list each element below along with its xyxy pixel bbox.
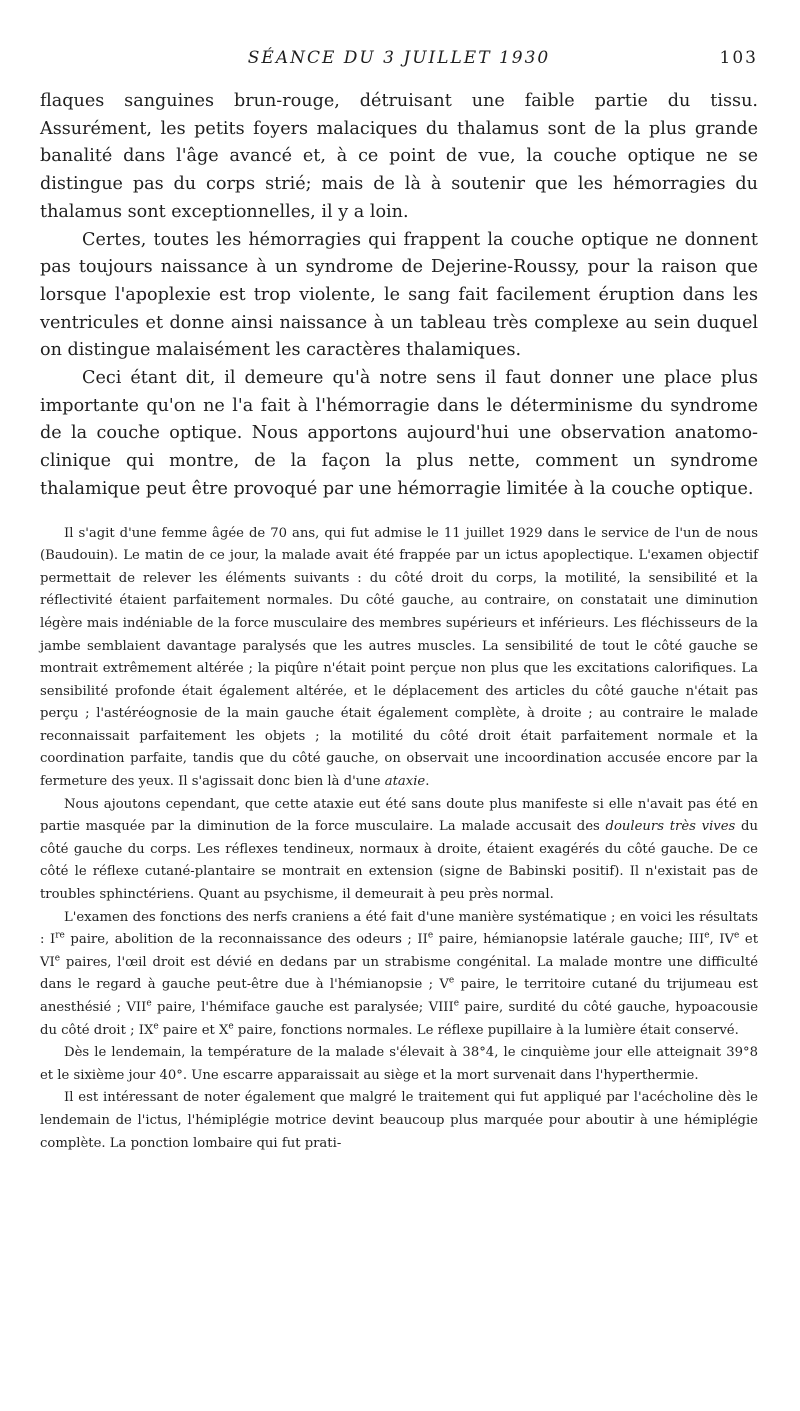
case-paragraph-admission: Il s'agit d'une femme âgée de 70 ans, qui fut admise le 11 juillet 1929 dans le service de l'un de nous (Baudouin). Le matin de ce jour, la malade avait été frappée par un ictus apoplectique. L'examen objectif permettait de relever les éléments suivants : du côté droit du corps, la motilité, la sensibilité et la réflectivité étaient parfaitement normales. Du côté gauche, au contraire, on constatait une diminution légère mais indéniable de la force musculaire des membres supérieurs et inférieurs. Les fléchisseurs de la jambe semblaient davantage paralysés que les autres muscles. La sensibilité de tout le côté gauche se montrait extrêmement altérée ; la piqûre n'était point perçue non plus que les excitations calorifiques. La sensibilité profonde était également altérée, et le déplacement des articles du côté gauche n'était pas perçu ; l'astéréognosie de la main gauche était également complète, à droite ; au contraire le malade reconnaissait parfaitement les objets ; la motilité du côté droit était parfaitement normale et la coordination parfaite, tandis que du côté gauche, on observait une incoordination accusée encore par la fermeture des yeux. Il s'agissait donc bien là d'une ataxie. — [40, 525, 758, 790]
main-text — [40, 88, 758, 504]
page — [40, 40, 758, 1155]
case-paragraph-treatment: Il est intéressant de noter également que malgré le traitement qui fut appliqué par l'acécholine dès le lendemain de l'ictus, l'hémiplégie motrice devint beaucoup plus marquée pour aboutir à une hémiplégie complète. La ponction lombaire qui fut prati- — [40, 1090, 758, 1151]
running-header — [40, 40, 758, 68]
emphasis-ataxie: ataxie — [384, 774, 426, 790]
paragraph-ceci: Ceci étant dit, il demeure qu'à notre sens il faut donner une place plus importante qu'on ne l'a fait à l'hémorragie dans le déterminisme du syndrome de la couche optique. Nous apportons aujourd'hui une observation anatomo-clinique qui montre, de la façon la plus nette, comment un syndrome thalamique peut être provoqué par une hémorragie limitée à la couche optique. — [40, 368, 758, 499]
paragraph-continuation: flaques sanguines brun-rouge, détruisant une faible partie du tissu. Assurément, les petits foyers malaciques du thalamus sont de la plus grande banalité dans l'âge avancé et, à ce point de vue, la couche optique ne se distingue pas du corps strié; mais de là à soutenir que les hémorragies du thalamus sont exceptionnelles, il y a loin. — [40, 91, 758, 222]
page-number: 103 — [719, 48, 758, 68]
case-paragraph-temperature: Dès le lendemain, la température de la malade s'élevait à 38°4, le cinquième jour elle atteignait 39°8 et le sixième jour 40°. Une escarre apparaissait au siège et la mort survenait dans l'hyperthermie. — [40, 1045, 758, 1083]
case-paragraph-symptoms: Nous ajoutons cependant, que cette ataxie eut été sans doute plus manifeste si elle n'avait pas été en partie masquée par la diminution de la force musculaire. La malade accusait des douleurs très vives du côté gauche du corps. Les réflexes tendineux, normaux à droite, étaient exagérés du côté gauche. De ce côté le réflexe cutané-plantaire se montrait en extension (signe de Babinski positif). Il n'existait pas de troubles sphinctériens. Quant au psychisme, il demeurait à peu près normal. — [40, 796, 758, 903]
running-title: SÉANCE DU 3 JUILLET 1930 — [247, 48, 551, 68]
paragraph-certes: Certes, toutes les hémorragies qui frappent la couche optique ne donnent pas toujours naissance à un syndrome de Dejerine-Roussy, pour la raison que lorsque l'apoplexie est trop violente, le sang fait facilement éruption dans les ventricules et donne ainsi naissance à un tableau très complexe au sein duquel on distingue malaisément les caractères thalamiques. — [40, 229, 758, 361]
case-report — [40, 523, 758, 1156]
case-paragraph-cranial-nerves: L'examen des fonctions des nerfs craniens a été fait d'une manière systématique ; en voici les résultats : Ire paire, abolition de la reconnaissance des odeurs ; IIe paire, hémianopsie latérale gauche; IIIe, IVe et VIe paires, l'œil droit est dévié en dedans par un strabisme congénital. La malade montre une difficulté dans le regard à gauche peut-être due à l'hémianopsie ; Ve paire, le territoire cutané du trijumeau est anesthésié ; VIIe paire, l'hémiface gauche est paralysée; VIIIe paire, surdité du côté gauche, hypoacousie du côté droit ; IXe paire et Xe paire, fonctions normales. Le réflexe pupillaire à la lumière était conservé. — [40, 909, 758, 1038]
emphasis-douleurs: douleurs très vives — [605, 819, 736, 835]
